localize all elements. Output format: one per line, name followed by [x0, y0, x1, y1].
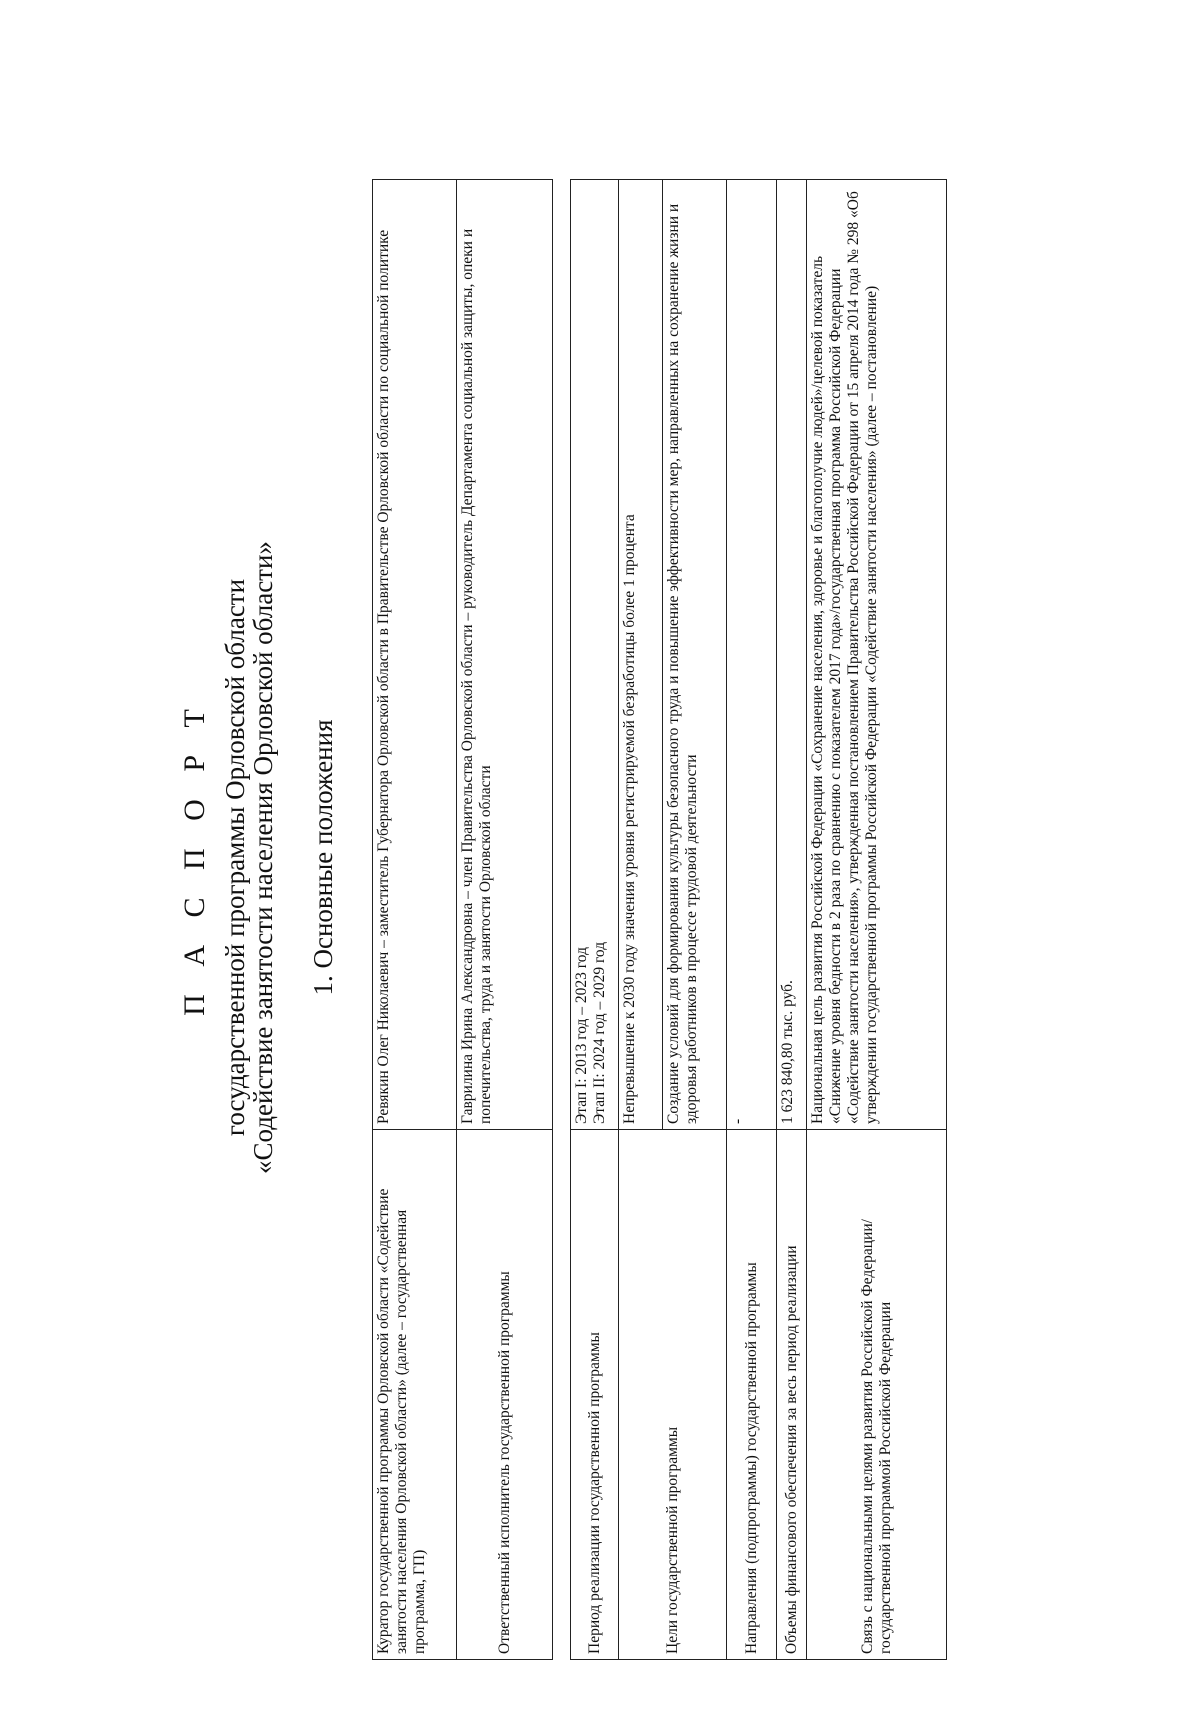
goal-2: Создание условий для формирования культуры безопасного труда и повышение эффективности мер, направленных на сохранение жизни и здоровья работников в процессе трудовой деятельности — [663, 180, 727, 1130]
table-row — [807, 180, 947, 1660]
directions-label: Направления (подпрограммы) государственной программы — [727, 1130, 777, 1660]
period-label: Период реализации государственной программы — [571, 1130, 619, 1660]
directions-value: - — [727, 180, 777, 1130]
curator-label: Куратор государственной программы Орловской области «Содействие занятости населения Орловской области» (далее – государственная программа, ГП) — [373, 1130, 457, 1660]
executor-label: Ответственный исполнитель государственной программы — [457, 1130, 553, 1660]
section-title: 1. Основные положения — [308, 719, 338, 996]
table-row — [373, 180, 457, 1660]
table-row — [777, 180, 807, 1660]
program-details-table — [570, 179, 947, 1660]
document-subtitle-line1: государственной программы Орловской области — [220, 578, 250, 1137]
link-label: Связь с национальными целями развития Российской Федерации/государственной программой Российской Федерации — [807, 1130, 947, 1660]
link-value: Национальная цель развития Российской Федерации «Сохранение населения, здоровье и благополучие людей»/целевой показатель «Снижение уровня бедности в 2 раза по сравнению с показателем 2017 года»/государственная программа Российской Федерации «Содействие занятости населения», утвержденная постановлением Правительства Российской Федерации от 15 апреля 2014 года № 298 «Об утверждении государственной программы Российской Федерации «Содействие занятости населения» (далее – постановление) — [807, 180, 947, 1130]
funding-label: Объемы финансового обеспечения за весь период реализации — [777, 1130, 807, 1660]
curator-value: Ревякин Олег Николаевич – заместитель Губернатора Орловской области в Правительстве Орловской области по социальной политике — [373, 180, 457, 1130]
table-row — [727, 180, 777, 1660]
period-stage1: Этап I: 2013 год – 2023 год — [573, 947, 590, 1124]
document-title: П А С П О Р Т — [178, 699, 211, 1016]
table-row — [619, 180, 663, 1660]
funding-value: 1 623 840,80 тыс. руб. — [777, 180, 807, 1130]
table-row — [571, 180, 619, 1660]
curator-table — [372, 179, 553, 1660]
table-row — [457, 180, 553, 1660]
goal-1: Непревышение к 2030 году значения уровня регистрируемой безработицы более 1 процента — [619, 180, 663, 1130]
period-value — [571, 180, 619, 1130]
document-subtitle-line2: «Содействие занятости населения Орловской области» — [248, 541, 278, 1174]
period-stage2: Этап II: 2024 год – 2029 год — [591, 941, 608, 1124]
executor-value: Гаврилина Ирина Александровна – член Правительства Орловской области – руководитель Департамента социальной защиты, опеки и попечительства, труда и занятости Орловской области — [457, 180, 553, 1130]
goals-label: Цели государственной программы — [619, 1130, 727, 1660]
